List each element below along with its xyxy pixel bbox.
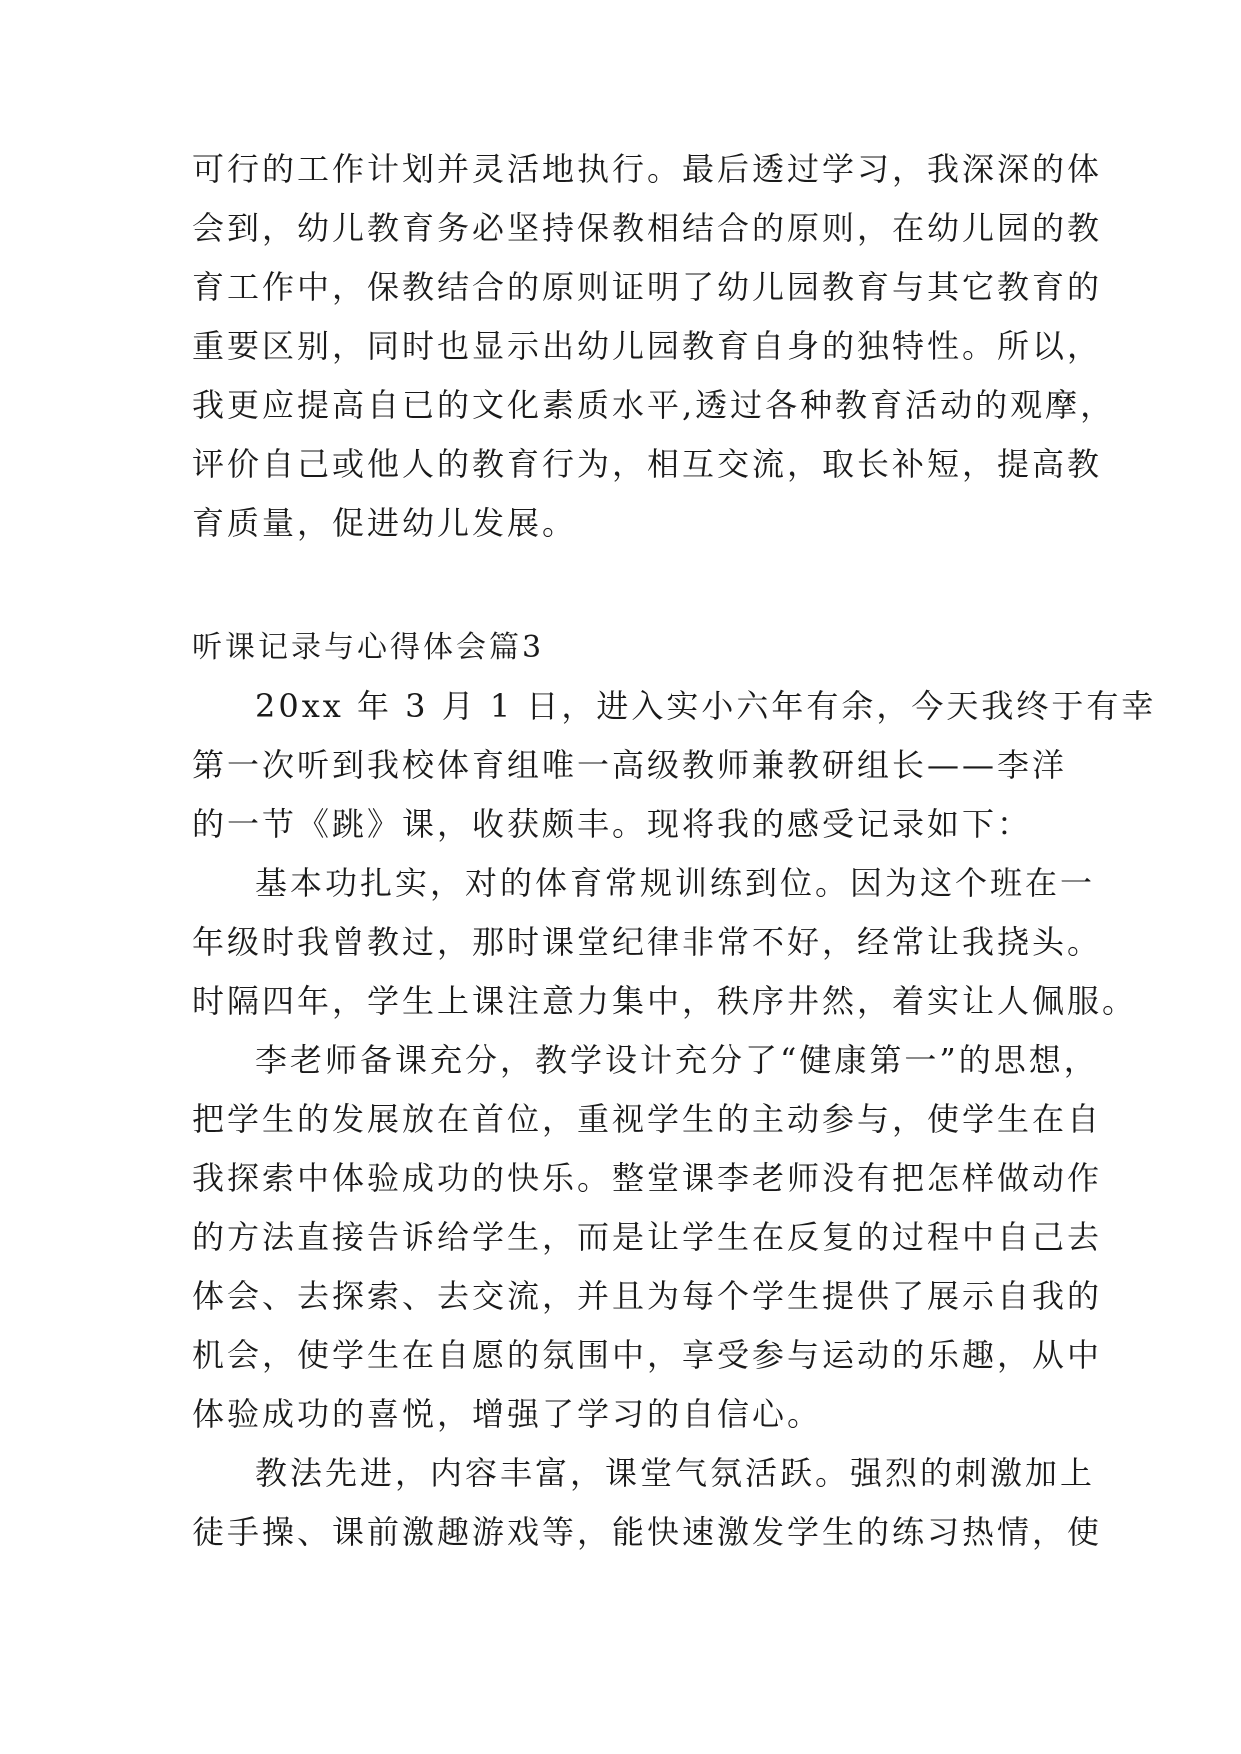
text-line: 徒手操、课前激趣游戏等，能快速激发学生的练习热情，使: [192, 1513, 1103, 1551]
text-line: 育工作中，保教结合的原则证明了幼儿园教育与其它教育的: [192, 268, 1103, 306]
text-line: 评价自己或他人的教育行为，相互交流，取长补短，提高教: [192, 445, 1103, 483]
paragraph-continued: [192, 140, 1116, 553]
text-line: 第一次听到我校体育组唯一高级教师兼教研组长——李洋: [192, 746, 1068, 784]
text-line: 把学生的发展放在首位，重视学生的主动参与，使学生在自: [192, 1100, 1103, 1138]
text-line: 的方法直接告诉给学生，而是让学生在反复的过程中自己去: [192, 1218, 1103, 1256]
paragraph-first-line: 教法先进，内容丰富，课堂气氛活跃。强烈的刺激加上: [255, 1454, 1096, 1492]
text-line: 我更应提高自已的文化素质水平,透过各种教育活动的观摩，: [192, 386, 1116, 424]
paragraph-first-line: 基本功扎实，对的体育常规训练到位。因为这个班在一: [255, 864, 1096, 902]
text-line: 时隔四年，学生上课注意力集中，秩序井然，着实让人佩服。: [192, 982, 1138, 1020]
section-heading: 听课记录与心得体会篇3: [192, 630, 545, 665]
text-line: 可行的工作计划并灵活地执行。最后透过学习，我深深的体: [192, 150, 1103, 188]
text-line: 的一节《跳》课，收获颇丰。现将我的感受记录如下：: [192, 805, 1033, 843]
text-line: 我探索中体验成功的快乐。整堂课李老师没有把怎样做动作: [192, 1159, 1103, 1197]
text-line: 体会、去探索、去交流，并且为每个学生提供了展示自我的: [192, 1277, 1103, 1315]
text-line: 年级时我曾教过，那时课堂纪律非常不好，经常让我挠头。: [192, 923, 1103, 961]
text-line: 体验成功的喜悦，增强了学习的自信心。: [192, 1395, 823, 1433]
section-body: [192, 677, 1157, 1562]
text-line: 机会，使学生在自愿的氛围中，享受参与运动的乐趣，从中: [192, 1336, 1103, 1374]
paragraph-first-line: 20xx 年 3 月 1 日，进入实小六年有余，今天我终于有幸: [255, 687, 1157, 725]
text-line: 育质量，促进幼儿发展。: [192, 504, 578, 542]
text-line: 会到，幼儿教育务必坚持保教相结合的原则，在幼儿园的教: [192, 209, 1103, 247]
text-line: 重要区别，同时也显示出幼儿园教育自身的独特性。所以，: [192, 327, 1103, 365]
paragraph-first-line: 李老师备课充分，教学设计充分了“健康第一”的思想，: [255, 1041, 1099, 1079]
